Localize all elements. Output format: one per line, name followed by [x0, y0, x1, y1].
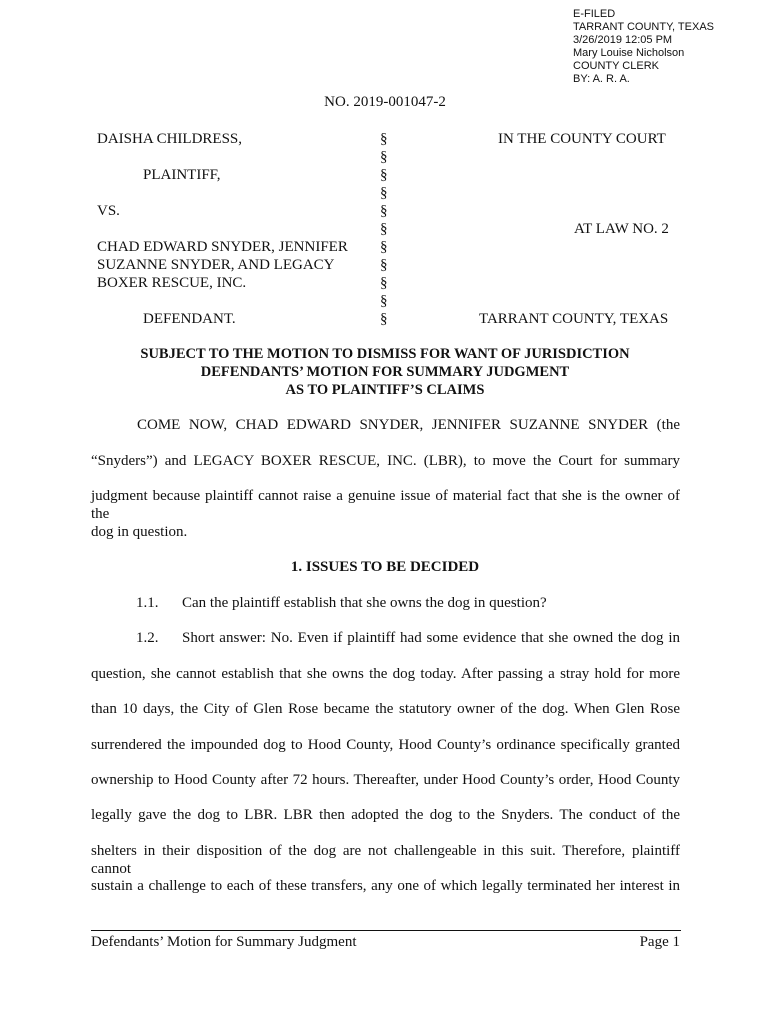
section-heading: 1. ISSUES TO BE DECIDED	[290, 559, 480, 575]
section-symbol: §	[380, 311, 388, 327]
intro-paragraph-line: dog in question.	[91, 524, 188, 540]
intro-paragraph-line: judgment because plaintiff cannot raise a genuine issue of material fact that she is the owner of the	[91, 488, 680, 522]
paragraph-line: than 10 days, the City of Glen Rose became the statutory owner of the dog. When Glen Rose	[91, 701, 680, 717]
paragraph-line: question, she cannot establish that she owns the dog today. After passing a stray hold for more	[91, 666, 680, 682]
section-symbol: §	[380, 185, 388, 201]
court-number: AT LAW NO. 2	[574, 221, 669, 237]
section-symbol: §	[380, 239, 388, 255]
footer-title: Defendants’ Motion for Summary Judgment	[91, 934, 357, 950]
paragraph-line: surrendered the impounded dog to Hood County, Hood County’s ordinance specifically granted	[91, 737, 680, 753]
efile-stamp	[573, 8, 714, 86]
plaintiff-role: PLAINTIFF,	[143, 167, 221, 183]
paragraph-line: shelters in their disposition of the dog are not challengeable in this suit. Therefore, plaintiff cannot	[91, 843, 680, 877]
stamp-line: TARRANT COUNTY, TEXAS	[573, 21, 714, 33]
intro-paragraph-line: COME NOW, CHAD EDWARD SNYDER, JENNIFER SUZANNE SNYDER (the	[137, 417, 680, 433]
defendants-line: BOXER RESCUE, INC.	[97, 275, 247, 291]
defendant-role: DEFENDANT.	[143, 311, 236, 327]
section-symbol: §	[380, 275, 388, 291]
title-line: SUBJECT TO THE MOTION TO DISMISS FOR WANT OF JURISDICTION	[140, 346, 630, 362]
stamp-line: Mary Louise Nicholson	[573, 47, 685, 59]
section-symbol: §	[380, 131, 388, 147]
section-symbol: §	[380, 293, 388, 309]
title-line: AS TO PLAINTIFF’S CLAIMS	[285, 382, 485, 398]
cause-number: NO. 2019-001047-2	[324, 94, 446, 110]
plaintiff-name: DAISHA CHILDRESS,	[97, 131, 243, 147]
footer-divider	[91, 930, 681, 931]
section-symbol: §	[380, 149, 388, 165]
document-title	[0, 345, 770, 399]
item-text: Can the plaintiff establish that she owns the dog in question?	[182, 595, 547, 611]
stamp-line: BY: A. R. A.	[573, 73, 630, 85]
defendants-line: CHAD EDWARD SNYDER, JENNIFER	[97, 239, 348, 255]
court-county: TARRANT COUNTY, TEXAS	[479, 311, 669, 327]
paragraph-line: legally gave the dog to LBR. LBR then adopted the dog to the Snyders. The conduct of the	[91, 807, 680, 823]
section-symbol: §	[380, 203, 388, 219]
page-number: Page 1	[639, 934, 680, 950]
section-symbol: §	[380, 167, 388, 183]
stamp-line: 3/26/2019 12:05 PM	[573, 34, 673, 46]
paragraph-line: ownership to Hood County after 72 hours. Thereafter, under Hood County’s order, Hood County	[91, 772, 680, 788]
paragraph-line: sustain a challenge to each of these transfers, any one of which legally terminated her interest in	[91, 878, 680, 894]
item-number: 1.2.	[136, 630, 159, 646]
issue-item-1-1	[91, 594, 680, 612]
stamp-line: COUNTY CLERK	[573, 60, 659, 72]
defendants-line: SUZANNE SNYDER, AND LEGACY	[97, 257, 335, 273]
item-number: 1.1.	[136, 595, 159, 611]
title-line: DEFENDANTS’ MOTION FOR SUMMARY JUDGMENT	[200, 364, 570, 380]
stamp-line: E-FILED	[573, 8, 616, 20]
issue-item-1-2	[91, 629, 680, 647]
versus-label: VS.	[97, 203, 120, 219]
section-symbol-column	[380, 130, 388, 328]
intro-paragraph-line: “Snyders”) and LEGACY BOXER RESCUE, INC. (LBR), to move the Court for summary	[91, 453, 680, 469]
court-name: IN THE COUNTY COURT	[498, 131, 666, 147]
section-symbol: §	[380, 221, 388, 237]
item-text: Short answer: No. Even if plaintiff had some evidence that she owned the dog in	[182, 630, 680, 646]
section-symbol: §	[380, 257, 388, 273]
